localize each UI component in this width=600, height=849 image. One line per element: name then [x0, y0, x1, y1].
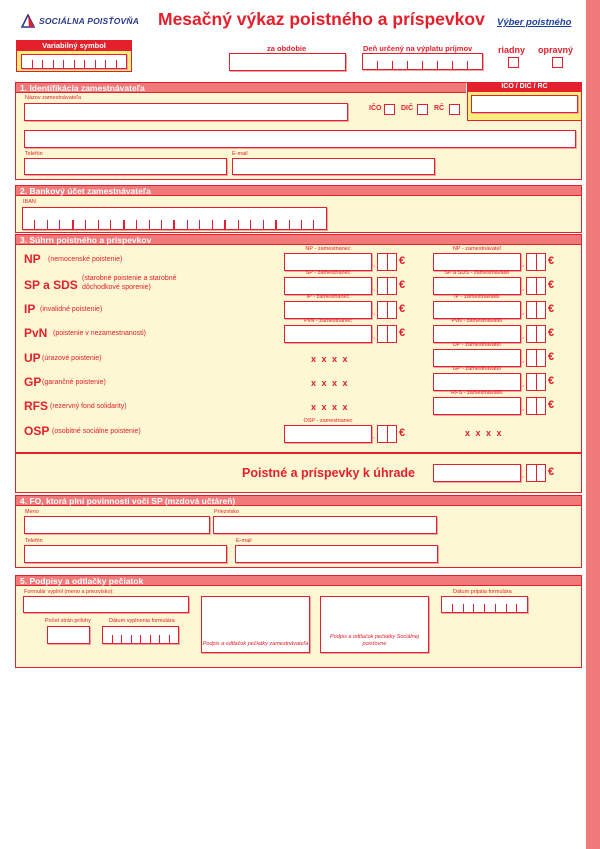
pvn-code: PvN	[24, 326, 48, 340]
variabilny-symbol-input[interactable]	[21, 54, 127, 69]
amount-input[interactable]	[433, 301, 521, 319]
euro-icon: €	[399, 279, 406, 291]
opravny-label: opravný	[538, 45, 574, 55]
podpis-sp-box[interactable]	[320, 596, 429, 653]
meno-input[interactable]	[24, 516, 210, 534]
sp-sds-code: SP a SDS	[24, 278, 78, 292]
euro-icon: €	[399, 327, 406, 339]
euro-icon: €	[548, 375, 555, 387]
section-suhrn	[15, 234, 582, 453]
datum-prijatia-label: Dátum prijatia formulára	[453, 589, 512, 595]
variabilny-symbol-group	[16, 40, 132, 72]
telefon-input[interactable]	[24, 545, 227, 563]
amount-input[interactable]	[433, 373, 521, 391]
ip-desc: (invalidné poistenie)	[40, 306, 103, 313]
ico-checkbox[interactable]	[384, 104, 395, 115]
cents-input[interactable]	[526, 325, 546, 343]
comma: ,	[522, 261, 524, 268]
euro-icon: €	[548, 399, 555, 411]
datum-vyplnenia-label: Dátum vyplnenia formulára	[109, 618, 175, 624]
ip-employee-label: IP - zamestnanec	[306, 294, 350, 300]
iban-input[interactable]	[22, 207, 327, 230]
logo-icon	[20, 14, 36, 28]
rfs-desc: (rezervný fond solidarity)	[50, 403, 127, 410]
total-row	[15, 453, 582, 493]
section-5-title: 5. Podpisy a odtlačky pečiatok	[16, 576, 581, 586]
amount-input[interactable]	[284, 253, 372, 271]
cents-input[interactable]	[526, 464, 546, 482]
ico-label: IČO	[369, 105, 382, 112]
email-label: E-mail	[236, 538, 252, 544]
amount-input[interactable]	[433, 397, 521, 415]
np-code: NP	[24, 252, 41, 266]
amount-input[interactable]	[433, 325, 521, 343]
amount-input[interactable]	[433, 253, 521, 271]
amount-input[interactable]	[433, 349, 521, 367]
up-employee-na: x x x x	[311, 354, 350, 364]
euro-icon: €	[399, 427, 406, 439]
email-label: E-mail	[232, 151, 248, 157]
osp-code: OSP	[24, 424, 50, 438]
euro-icon: €	[548, 255, 555, 267]
section-4-title: 4. FO, ktorá plní povinnosti voči SP (mzdová učtáreň)	[16, 496, 581, 506]
ip-employer-label: IP - zamestnávateľ	[454, 294, 500, 300]
podpis-zamestnavatela-box[interactable]	[201, 596, 310, 653]
cents-input[interactable]	[377, 277, 397, 295]
euro-icon: €	[399, 303, 406, 315]
cents-input[interactable]	[526, 277, 546, 295]
section-bankovy-ucet	[15, 185, 582, 233]
comma: ,	[373, 333, 375, 340]
sp-sds-employer-label: SP a SDS - zamestnávateľ	[444, 270, 510, 276]
cents-input[interactable]	[377, 325, 397, 343]
pocet-stran-label: Počet strán prílohy	[45, 618, 91, 624]
dic-checkbox[interactable]	[417, 104, 428, 115]
cents-input[interactable]	[526, 397, 546, 415]
opravny-checkbox[interactable]	[552, 57, 563, 68]
euro-icon: €	[548, 466, 555, 478]
riadny-label: riadny	[498, 45, 526, 55]
ico-dic-rc-header: IČO / DIČ / RČ	[467, 82, 582, 92]
scrollbar[interactable]	[586, 0, 600, 849]
euro-icon: €	[399, 255, 406, 267]
pvn-employee-label: PvN - zamestnanec	[304, 318, 352, 324]
rc-label: RČ	[434, 105, 445, 112]
nazov-label: Názov zamestnávateľa	[25, 95, 82, 101]
gp-code: GP	[24, 375, 42, 389]
email-input[interactable]	[235, 545, 438, 563]
podpis-zamestnavatela-caption: Podpis a odtlačok pečiatky zamestnávateľa	[202, 641, 309, 647]
comma: ,	[522, 333, 524, 340]
amount-input[interactable]	[433, 277, 521, 295]
cents-input[interactable]	[526, 253, 546, 271]
vyplnil-input[interactable]	[23, 596, 189, 613]
euro-icon: €	[548, 279, 555, 291]
np-desc: (nemocenské poistenie)	[48, 256, 123, 263]
logo	[20, 13, 150, 29]
cents-input[interactable]	[526, 373, 546, 391]
telefon-input[interactable]	[24, 158, 227, 175]
osp-desc: (osobitné sociálne poistenie)	[52, 428, 141, 435]
rfs-employee-na: x x x x	[311, 402, 350, 412]
priezvisko-label: Priezvisko	[214, 509, 240, 515]
osp-employee-label: OSP - zamestnanec	[303, 418, 353, 424]
riadny-checkbox[interactable]	[508, 57, 519, 68]
osp-employer-na: x x x x	[465, 428, 504, 438]
den-vyplaty-input[interactable]	[362, 53, 483, 70]
ico-dic-rc-input[interactable]	[471, 95, 578, 113]
sp-sds-desc: (starobné poistenie a starobné dôchodkové sporenie)	[82, 275, 177, 291]
vyplnil-label: Formulár vyplnil (meno a priezvisko):	[24, 589, 114, 595]
email-input[interactable]	[232, 158, 435, 175]
iban-label: IBAN	[23, 199, 36, 205]
den-vyplaty-label: Deň určený na výplatu príjmov	[363, 44, 473, 53]
podpis-sp-caption: Podpis a odtlačok pečiatky Sociálnej poisťovne	[330, 634, 419, 647]
telefon-label: Telefón	[25, 151, 43, 157]
np-employee-label: NP - zamestnanec	[305, 246, 351, 252]
page-title: Mesačný výkaz poistného a príspevkov	[158, 9, 485, 29]
vyber-poistneho-link[interactable]: Výber poistného	[497, 17, 572, 28]
comma: ,	[522, 357, 524, 364]
up-employer-label: UP - zamestnávateľ	[452, 342, 502, 348]
euro-icon: €	[548, 351, 555, 363]
gp-desc: (garančné poistenie)	[42, 379, 106, 386]
logo-text: SOCIÁLNA POISŤOVŇA	[39, 16, 140, 26]
euro-icon: €	[548, 303, 555, 315]
gp-employee-na: x x x x	[311, 378, 350, 388]
section-2-title: 2. Bankový účet zamestnávateľa	[16, 186, 581, 196]
ip-code: IP	[24, 302, 36, 316]
datum-vyplnenia-input[interactable]	[102, 626, 179, 644]
comma: ,	[373, 285, 375, 292]
rc-checkbox[interactable]	[449, 104, 460, 115]
section-mzdova-uctaren	[15, 495, 582, 568]
nazov-input-1[interactable]	[24, 103, 348, 121]
rfs-code: RFS	[24, 399, 48, 413]
gp-employer-label: GP - zamestnávateľ	[452, 366, 502, 372]
datum-prijatia-input[interactable]	[441, 596, 528, 613]
pvn-desc: (poistenie v nezamestnanosti)	[53, 330, 146, 337]
za-obdobie-input[interactable]	[229, 53, 346, 71]
cents-input[interactable]	[526, 349, 546, 367]
za-obdobie-label: za obdobie	[267, 44, 307, 53]
cents-input[interactable]	[526, 301, 546, 319]
ico-dic-rc-group	[467, 92, 582, 121]
dic-label: DIČ	[401, 105, 414, 112]
euro-icon: €	[548, 327, 555, 339]
total-label: Poistné a príspevky k úhrade	[242, 466, 415, 480]
np-employer-label: NP - zamestnávateľ	[452, 246, 502, 252]
comma: ,	[522, 309, 524, 316]
comma: ,	[522, 381, 524, 388]
section-1-title: 1. Identifikácia zamestnávateľa	[16, 83, 466, 93]
section-podpisy	[15, 575, 582, 668]
up-desc: (úrazové poistenie)	[42, 355, 102, 362]
cents-input[interactable]	[377, 425, 397, 443]
priezvisko-input[interactable]	[213, 516, 437, 534]
amount-input[interactable]	[433, 464, 521, 482]
telefon-label: Telefón	[25, 538, 43, 544]
pocet-stran-input[interactable]	[47, 626, 90, 644]
meno-label: Meno	[25, 509, 39, 515]
comma: ,	[522, 285, 524, 292]
pvn-employer-label: PvN - zamestnávateľ	[451, 318, 503, 324]
comma: ,	[373, 309, 375, 316]
up-code: UP	[24, 351, 41, 365]
variabilny-symbol-label: Variabilný symbol	[17, 41, 131, 51]
cents-input[interactable]	[377, 301, 397, 319]
comma: ,	[522, 405, 524, 412]
comma: ,	[373, 433, 375, 440]
amount-input[interactable]	[284, 301, 372, 319]
nazov-input-2[interactable]	[24, 130, 576, 148]
comma: ,	[522, 472, 524, 479]
amount-input[interactable]	[284, 325, 372, 343]
cents-input[interactable]	[377, 253, 397, 271]
comma: ,	[373, 261, 375, 268]
amount-input[interactable]	[284, 277, 372, 295]
sp-employee-label: SP - zamestnanec	[305, 270, 351, 276]
amount-input[interactable]	[284, 425, 372, 443]
rfs-employer-label: RFS - zamestnávateľ	[451, 390, 503, 396]
section-3-title: 3. Súhrn poistného a príspevkov	[16, 235, 581, 245]
